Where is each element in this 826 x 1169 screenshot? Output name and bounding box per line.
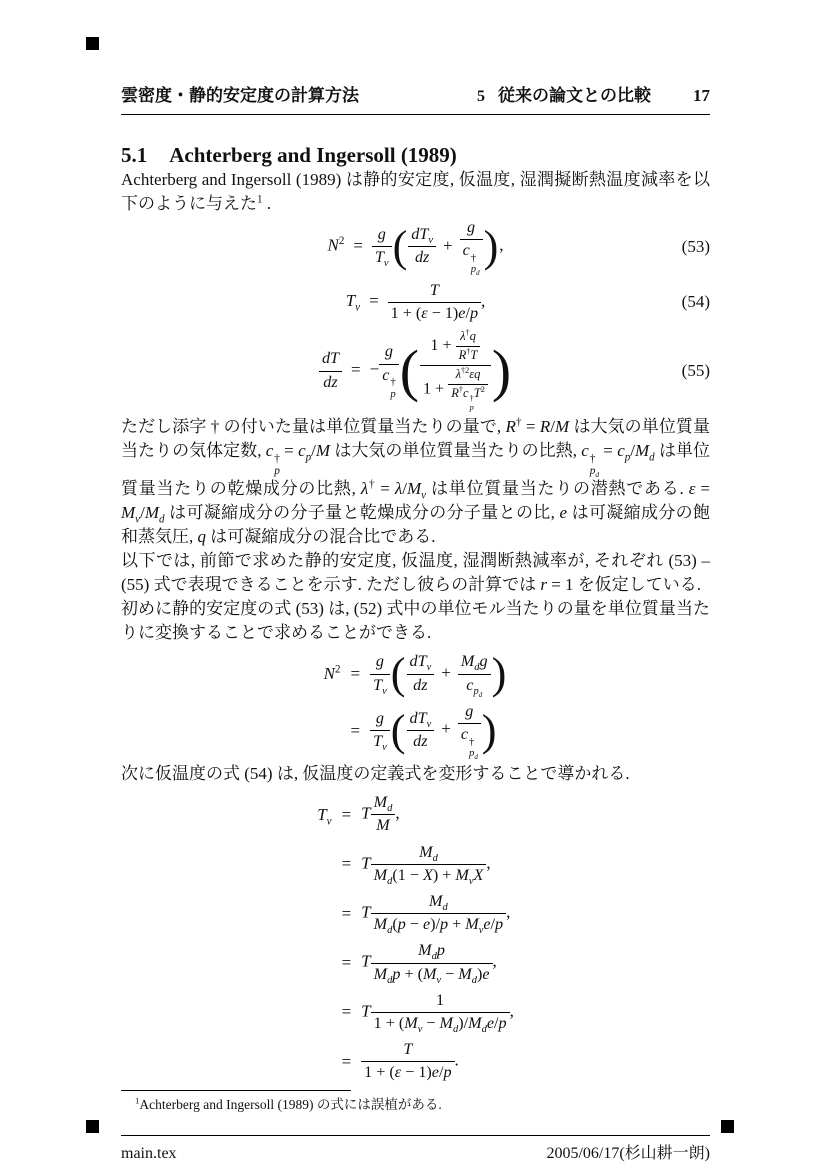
equals-sign: = xyxy=(341,1002,352,1022)
footer-date-author: 2005/06/17(杉山耕一朗) xyxy=(546,1145,710,1163)
derivation-rhs: T $M_dp$ $M_dp + (M_v - M_d)e$ , xyxy=(361,942,497,986)
equals-sign: = xyxy=(341,804,352,824)
derivation-row xyxy=(317,840,514,889)
crop-mark-bottom-left xyxy=(86,1120,99,1133)
footer-rule xyxy=(121,1135,710,1136)
derivation-row xyxy=(317,988,514,1037)
derivation-lhs xyxy=(317,840,331,889)
derivation-lhs xyxy=(324,699,341,762)
derivation-lhs xyxy=(317,1037,331,1086)
derivation-lhs: $T_v$ xyxy=(317,804,332,828)
display-equation-54 xyxy=(121,277,710,327)
derivation-row xyxy=(324,699,508,762)
document-page xyxy=(121,84,710,1166)
equals-sign: = xyxy=(350,720,361,740)
paragraph-intro: Achterberg and Ingersoll (1989) は静的安定度, 仮温度, 湿潤擬断熱温度減率を以下のように与えた$^1$ . xyxy=(121,170,710,213)
equation-53-tag: (53) xyxy=(681,236,710,256)
section-heading-number: 5.1 xyxy=(121,143,148,167)
paragraph-symbol-definitions: ただし添字 † の付いた量は単位質量当たりの量で, R† = R/M は大気の単位質量当たりの気体定数, c † p = $c_p/M$ は大気の単位質量当たりの比熱, c † $p_d$ = $c_p/M_d$ は単位質量当たりの乾燥成分の比熱, $\lambda^\dagger = \lambda/M_v$ は単位質量当たりの潜熱である. $\varepsilon = M_v/M_d$ は可凝縮成分の分子量と乾燥成分の分子量との比, e は可凝縮成分の飽和蒸気圧, q は可凝縮成分の混合比である. xyxy=(121,415,711,547)
derivation-row xyxy=(317,938,514,987)
derivation-rhs: $\frac{g}{T_v}$ ( $dT_v$ dz + g c † $p_d$ ) xyxy=(370,699,507,762)
page-header xyxy=(121,84,710,109)
derivation-rhs: $\frac{T}{1 + (\varepsilon - 1)e/p}$ . xyxy=(361,1037,514,1086)
equation-54-tag: (54) xyxy=(681,292,710,312)
footer-filename: main.tex xyxy=(121,1145,177,1163)
derivation-row xyxy=(317,1037,514,1086)
derivation-lhs xyxy=(317,988,331,1037)
n2-derivation xyxy=(324,649,508,762)
paragraph-overview: 以下では, 前節で求めた静的安定度, 仮温度, 湿潤断熱減率が, それぞれ (53) – (55) 式で表現できることを示す. ただし彼らの計算では r = 1 を仮定している. xyxy=(121,551,710,595)
derivation-rhs: T 1 $1 + (M_v - M_d)/M_de/p$ , xyxy=(361,991,514,1036)
paragraph-static-stability: 初めに静的安定度の式 (53) は, (52) 式中の単位モル当たりの量を単位質量当たりに変換することで求めることができる. xyxy=(121,599,710,643)
equals-sign: = xyxy=(341,1051,352,1071)
derivation-rhs: T $M_d$ $M_d(p - e)/p + M_ve/p$ , xyxy=(361,892,511,937)
display-equation-55 xyxy=(121,329,710,412)
derivation-rhs: $\frac{g}{T_v}$ ( $dT_v$ dz + $M_dg$ $c_{p_d}$ ) xyxy=(370,649,507,699)
header-running-title: 雲密度・静的安定度の計算方法 xyxy=(121,86,359,105)
footnote-text: $^1$Achterberg and Ingersoll (1989) の式には誤植がある. xyxy=(135,1095,442,1113)
equation-55-math: $\frac{dT}{dz}$ = − g c † p ( 1 + $\frac{\lambda^\dagger q}{R^\dagger T}$ 1 + $\lambda^{\dagger 2}\varepsilon q$ R†c † p $T^2$ ) xyxy=(319,329,512,412)
derivation-rhs: T $M_d$ $M_d(1 - X) + M_vX$ , xyxy=(361,843,491,888)
header-section-number: 5 xyxy=(477,88,485,105)
equals-sign: = xyxy=(350,664,361,684)
header-section-title: 従来の論文との比較 xyxy=(498,86,651,105)
page-footer xyxy=(121,1142,710,1166)
derivation-row xyxy=(317,889,514,938)
derivation-row xyxy=(324,649,508,699)
derivation-row xyxy=(317,790,514,839)
footnote-rule xyxy=(121,1090,351,1091)
display-equation-53 xyxy=(121,218,710,278)
tv-derivation xyxy=(317,790,514,1086)
equals-sign: = xyxy=(341,953,352,973)
derivation-lhs xyxy=(317,938,331,987)
equation-55-tag: (55) xyxy=(681,361,710,381)
equals-sign: = xyxy=(341,854,352,874)
section-heading xyxy=(121,142,710,168)
header-rule xyxy=(121,114,710,115)
header-right-group xyxy=(477,84,710,109)
header-page-number: 17 xyxy=(693,86,710,105)
derivation-lhs: $N^2$ xyxy=(323,663,341,684)
crop-mark-top-left xyxy=(86,37,99,50)
equals-sign: = xyxy=(341,903,352,923)
equation-54-math: $T_v$ = $\frac{T}{1 + (\varepsilon - 1)e/p}$ , xyxy=(346,281,486,324)
paragraph-virtual-temperature: 次に仮温度の式 (54) は, 仮温度の定義式を変形することで導かれる. xyxy=(121,764,630,784)
derivation-lhs xyxy=(317,889,331,938)
derivation-rhs: T $\frac{M_d}{M}$ , xyxy=(361,790,514,839)
section-heading-title: Achterberg and Ingersoll (1989) xyxy=(169,143,457,167)
equation-53-math: $N^2$ = $\frac{g}{T_v}$ ( $dT_v$ dz + g c † $p_d$ ), xyxy=(327,219,504,278)
crop-mark-bottom-right xyxy=(721,1120,734,1133)
